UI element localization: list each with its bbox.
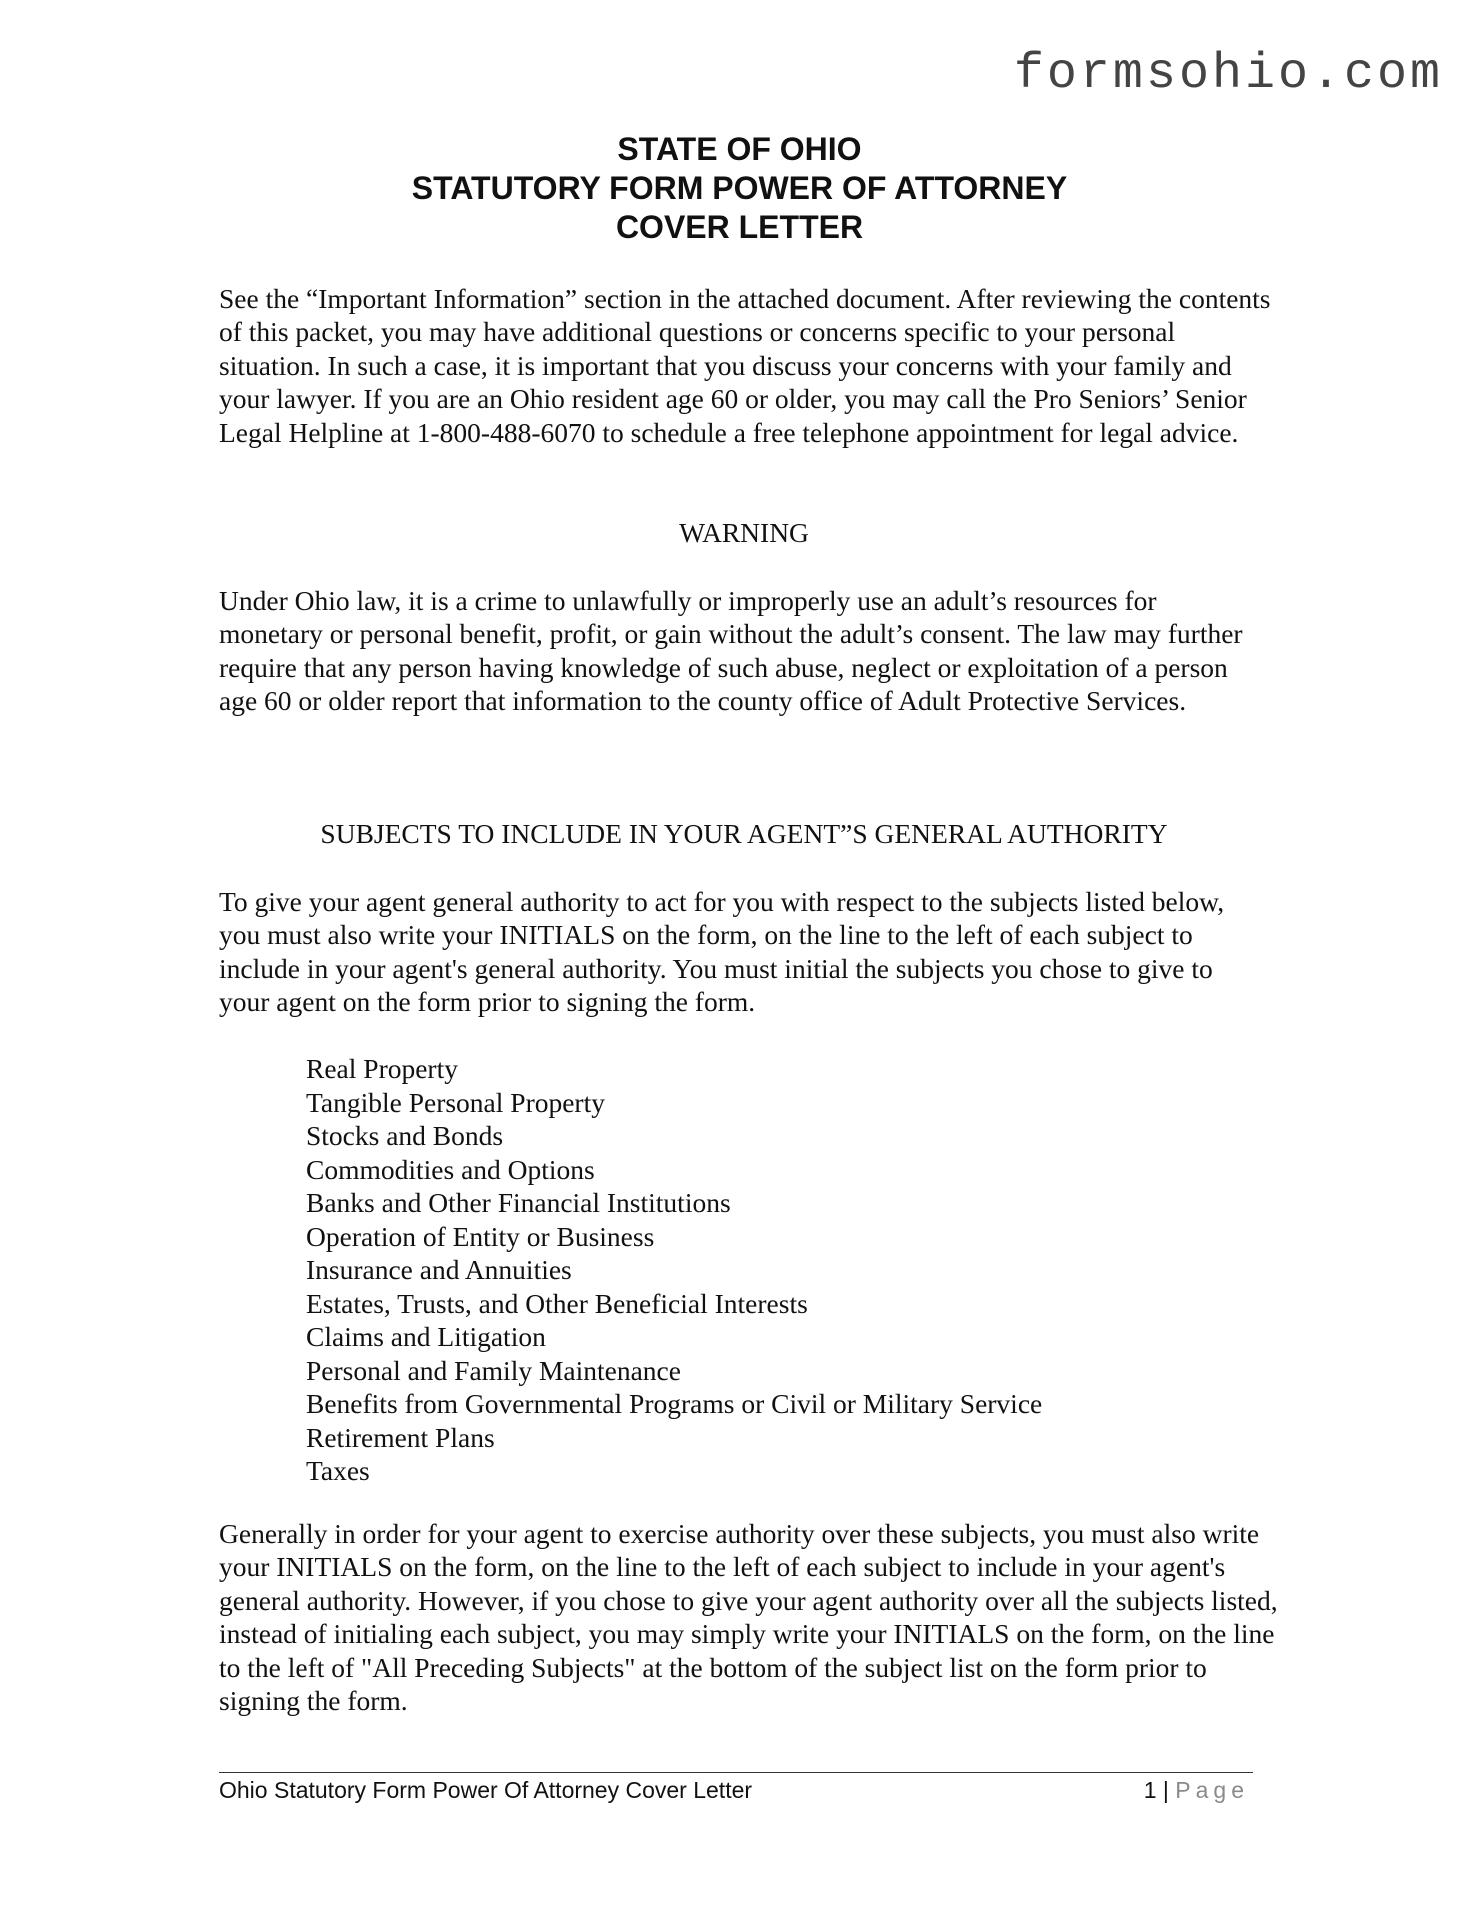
page-separator: |	[1162, 1777, 1169, 1803]
subject-item-tangible-personal-property: Tangible Personal Property	[306, 1086, 605, 1118]
footer-document-name: Ohio Statutory Form Power Of Attorney Cover Letter	[219, 1777, 753, 1803]
subject-item-retirement-plans: Retirement Plans	[306, 1421, 495, 1453]
page-word: Page	[1175, 1777, 1249, 1803]
subject-item-stocks-and-bonds: Stocks and Bonds	[306, 1120, 504, 1151]
subject-item-claims-and-litigation: Claims and Litigation	[306, 1321, 546, 1352]
intro-paragraph: See the “Important Information” section in the attached document. After reviewing the contents of this packet, you may have additional questions or concerns specific to your personal situation. In such a case, it is important that you discuss your concerns with your family and your lawyer. If you are an Ohio resident age 60 or older, you may call the Pro Seniors’ Senior Legal Helpline at 1-800-488-6070 to schedule a free telephone appointment for legal advice.	[219, 283, 1271, 448]
subject-item-banks: Banks and Other Financial Institutions	[306, 1187, 731, 1218]
warning-heading: WARNING	[679, 517, 809, 548]
subjects-intro-paragraph: To give your agent general authority to act for you with respect to the subjects listed below, you must also write your INITIALS on the form, on the line to the left of each subject to include in your agent's general authority. You must initial the subjects you chose to give to your agent on the form prior to signing the form.	[219, 886, 1225, 1018]
subjects-heading: SUBJECTS TO INCLUDE IN YOUR AGENT”S GENERAL AUTHORITY	[320, 818, 1168, 849]
title-line-2: STATUTORY FORM POWER OF ATTORNEY	[411, 170, 1068, 206]
footer-page-indicator	[1144, 1776, 1249, 1804]
subject-item-operation-of-entity: Operation of Entity or Business	[306, 1220, 655, 1252]
subject-item-governmental-benefits: Benefits from Governmental Programs or Civil or Military Service	[306, 1388, 1043, 1419]
title-line-3: COVER LETTER	[615, 209, 864, 245]
subject-item-insurance-and-annuities: Insurance and Annuities	[306, 1254, 572, 1285]
footer-divider	[219, 1772, 1253, 1773]
subject-item-taxes: Taxes	[306, 1455, 370, 1486]
watermark: formsohio.com	[1013, 46, 1443, 103]
title-line-1: STATE OF OHIO	[617, 131, 862, 167]
closing-paragraph: Generally in order for your agent to exercise authority over these subjects, you must also write your INITIALS on the form, on the line to the left of each subject to include in your agent's general authority. However, if you chose to give your agent authority over all the subjects listed, instead of initialing each subject, you may simply write your INITIALS on the form, on the line to the left of "All Preceding Subjects" at the bottom of the subject list on the form prior to signing the form.	[219, 1518, 1278, 1717]
subject-item-estates-trusts: Estates, Trusts, and Other Beneficial Interests	[306, 1287, 808, 1319]
subjects-list	[306, 1052, 1042, 1488]
subject-item-personal-family-maintenance: Personal and Family Maintenance	[306, 1354, 681, 1386]
page-number: 1	[1143, 1777, 1157, 1803]
warning-paragraph: Under Ohio law, it is a crime to unlawfully or improperly use an adult’s resources for monetary or personal benefit, profit, or gain without the adult’s consent. The law may further require that any person having knowledge of such abuse, neglect or exploitation of a person age 60 or older report that information to the county office of Adult Protective Services.	[219, 585, 1243, 717]
subject-item-real-property: Real Property	[306, 1053, 458, 1084]
document-title	[0, 130, 1479, 247]
subject-item-commodities-and-options: Commodities and Options	[306, 1153, 595, 1185]
